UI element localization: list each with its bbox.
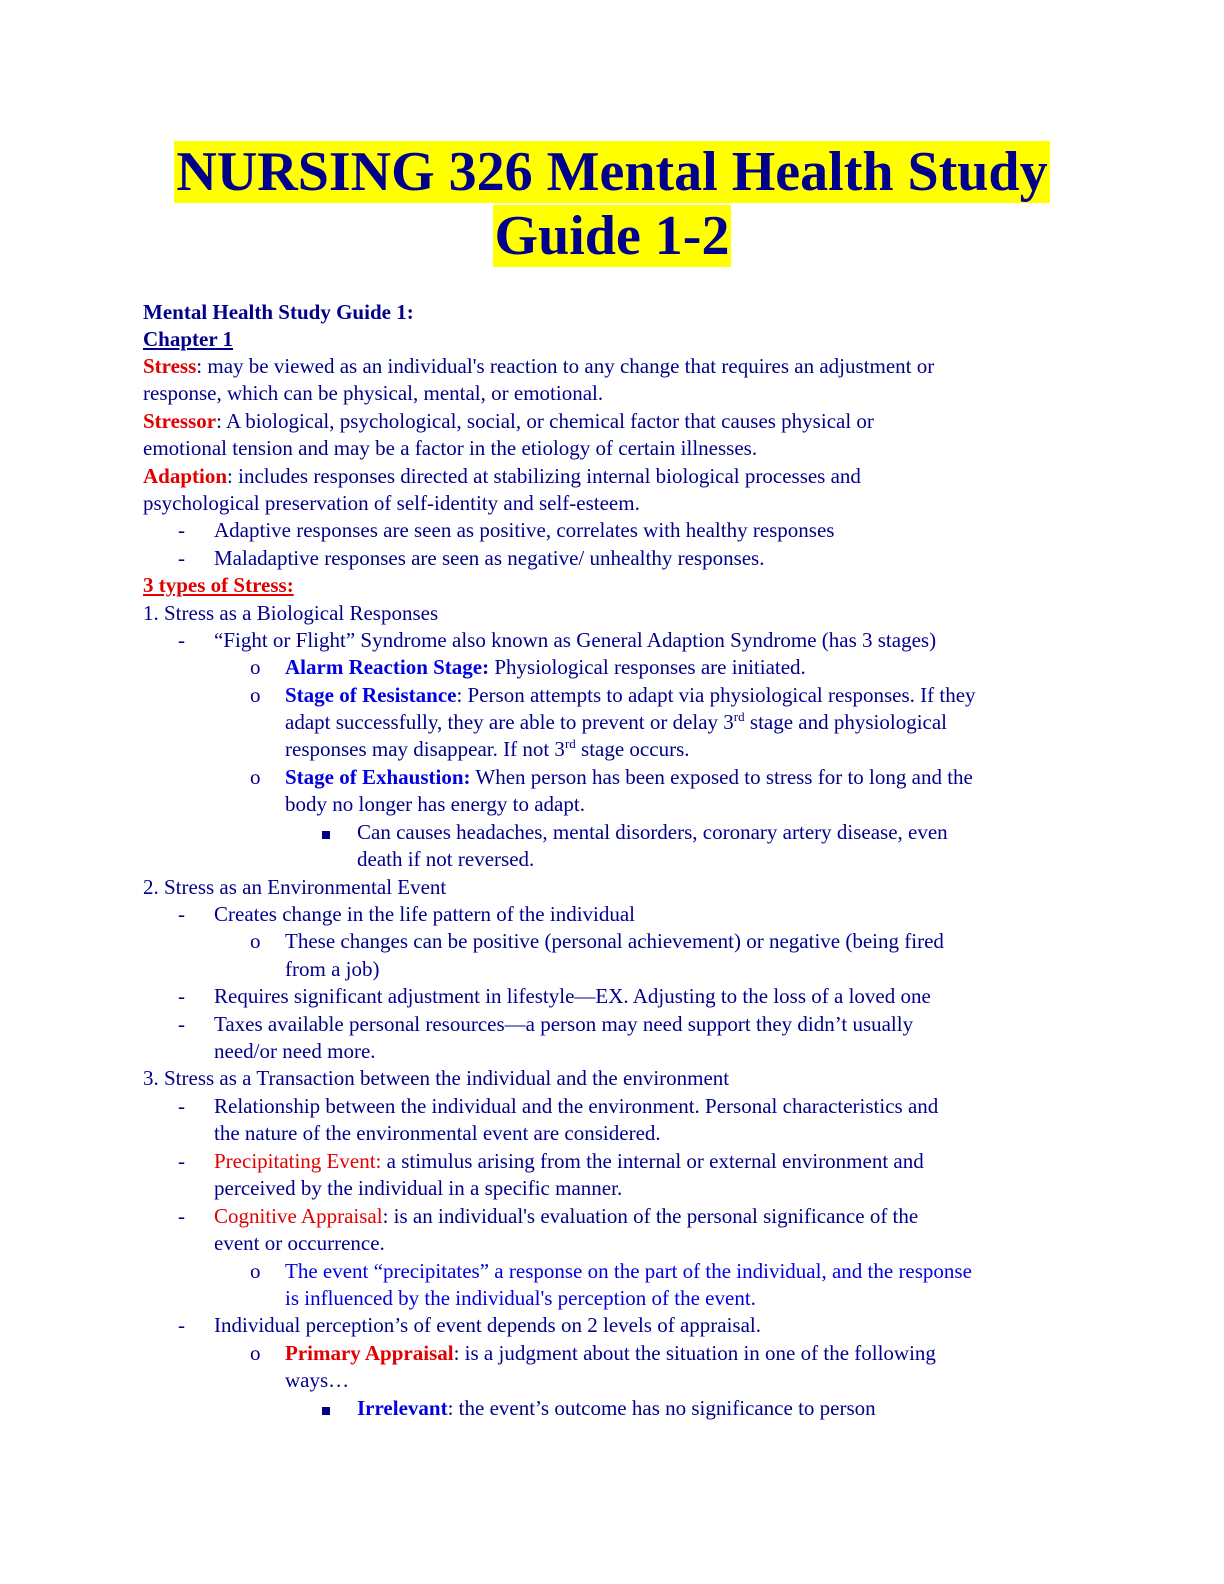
dash-marker: -	[178, 546, 185, 570]
event-precipitates: The event “precipitates” a response on the part of the individual, and the response	[285, 1259, 972, 1283]
chapter-heading: Chapter 1	[143, 327, 234, 351]
circle-marker: o	[250, 765, 261, 789]
adaption-term: Adaption	[143, 464, 228, 488]
stressor-text: : A biological, psychological, social, or chemical factor that causes physical or	[216, 409, 874, 433]
dash-marker: -	[178, 1313, 185, 1337]
resistance-cont-2: responses may disappear. If not 3rd stage occurs.	[285, 736, 690, 761]
primary-appraisal-cont: ways…	[285, 1368, 350, 1392]
lifestyle-adjustment: Requires significant adjustment in lifestyle—EX. Adjusting to the loss of a loved one	[214, 984, 931, 1008]
personal-resources: Taxes available personal resources—a person may need support they didn’t usually	[214, 1012, 914, 1036]
relationship-bullet: Relationship between the individual and the environment. Personal characteristics and	[214, 1094, 939, 1118]
dash-marker: -	[178, 1094, 185, 1118]
stressor-term: Stressor	[143, 409, 217, 433]
stressor-definition-cont: emotional tension and may be a factor in the etiology of certain illnesses.	[143, 436, 758, 460]
precipitating-event	[214, 1148, 924, 1174]
resistance-stage	[285, 682, 976, 708]
dash-marker: -	[178, 984, 185, 1008]
dash-marker: -	[178, 902, 185, 926]
alarm-stage	[285, 654, 806, 680]
positive-negative-changes: These changes can be positive (personal achievement) or negative (being fired	[285, 929, 944, 953]
title-line-2: Guide 1-2	[494, 205, 730, 267]
cognitive-appraisal	[214, 1203, 918, 1229]
primary-text: : is a judgment about the situation in one of the following	[453, 1341, 936, 1365]
precipitating-term: Precipitating Event:	[214, 1149, 382, 1173]
type1-heading: 1. Stress as a Biological Responses	[143, 601, 439, 625]
circle-marker: o	[250, 1341, 261, 1365]
exhaustion-term: Stage of Exhaustion:	[285, 765, 471, 789]
irrelevant-appraisal	[357, 1395, 876, 1421]
stress-term: Stress	[143, 354, 197, 378]
stress-definition-cont: response, which can be physical, mental, or emotional.	[143, 381, 604, 405]
type3-heading: 3. Stress as a Transaction between the individual and the environment	[143, 1066, 730, 1090]
circle-marker: o	[250, 1259, 261, 1283]
dash-marker: -	[178, 1012, 185, 1036]
resistance-term: Stage of Resistance	[285, 683, 457, 707]
type2-heading: 2. Stress as an Environmental Event	[143, 875, 447, 899]
exhaustion-effects: Can causes headaches, mental disorders, coronary artery disease, even	[357, 820, 948, 844]
exhaustion-cont: body no longer has energy to adapt.	[285, 792, 585, 816]
exhaustion-effects-cont: death if not reversed.	[357, 847, 535, 871]
circle-marker: o	[250, 929, 261, 953]
cognitive-text: : is an individual's evaluation of the personal significance of the	[382, 1204, 919, 1228]
personal-resources-cont: need/or need more.	[214, 1039, 376, 1063]
event-precipitates-cont: is influenced by the individual's perception of the event.	[285, 1286, 756, 1310]
resistance-text: : Person attempts to adapt via physiological responses. If they	[456, 683, 976, 707]
life-pattern-change: Creates change in the life pattern of the individual	[214, 902, 636, 926]
stress-text: : may be viewed as an individual's reaction to any change that requires an adjustment or	[196, 354, 935, 378]
dash-marker: -	[178, 1204, 185, 1228]
irrelevant-term: Irrelevant	[357, 1396, 448, 1420]
title-line-1: NURSING 326 Mental Health Study	[176, 141, 1048, 203]
fight-or-flight: “Fight or Flight” Syndrome also known as General Adaption Syndrome (has 3 stages)	[214, 628, 937, 652]
adaptive-responses: Adaptive responses are seen as positive, correlates with healthy responses	[214, 518, 835, 542]
adaption-text: : includes responses directed at stabilizing internal biological processes and	[227, 464, 861, 488]
square-bullet	[322, 819, 330, 845]
exhaustion-text: When person has been exposed to stress for to long and the	[470, 765, 973, 789]
adaption-definition-cont: psychological preservation of self-identity and self-esteem.	[143, 491, 640, 515]
exhaustion-stage	[285, 764, 973, 790]
dash-marker: -	[178, 628, 185, 652]
square-bullet	[322, 1395, 330, 1421]
stress-definition	[143, 353, 934, 379]
dash-marker: -	[178, 518, 185, 542]
maladaptive-responses: Maladaptive responses are seen as negative/ unhealthy responses.	[214, 546, 765, 570]
primary-appraisal	[285, 1340, 936, 1366]
stressor-definition	[143, 408, 874, 434]
positive-negative-changes-cont: from a job)	[285, 957, 380, 981]
types-of-stress-heading: 3 types of Stress:	[143, 573, 294, 597]
circle-marker: o	[250, 655, 261, 679]
precipitating-text: a stimulus arising from the internal or external environment and	[381, 1149, 924, 1173]
alarm-term: Alarm Reaction Stage:	[285, 655, 490, 679]
alarm-text: Physiological responses are initiated.	[489, 655, 806, 679]
cognitive-term: Cognitive Appraisal	[214, 1204, 383, 1228]
dash-marker: -	[178, 1149, 185, 1173]
appraisal-levels: Individual perception’s of event depends on 2 levels of appraisal.	[214, 1313, 762, 1337]
resistance-cont-1: adapt successfully, they are able to prevent or delay 3rd stage and physiological	[285, 709, 948, 734]
cognitive-appraisal-cont: event or occurrence.	[214, 1231, 385, 1255]
document-title	[0, 140, 1224, 268]
precipitating-event-cont: perceived by the individual in a specific manner.	[214, 1176, 623, 1200]
irrelevant-text: : the event’s outcome has no significance to person	[447, 1396, 876, 1420]
circle-marker: o	[250, 683, 261, 707]
relationship-bullet-cont: the nature of the environmental event are considered.	[214, 1121, 661, 1145]
primary-term: Primary Appraisal	[285, 1341, 454, 1365]
section-heading: Mental Health Study Guide 1:	[143, 300, 414, 324]
adaption-definition	[143, 463, 861, 489]
